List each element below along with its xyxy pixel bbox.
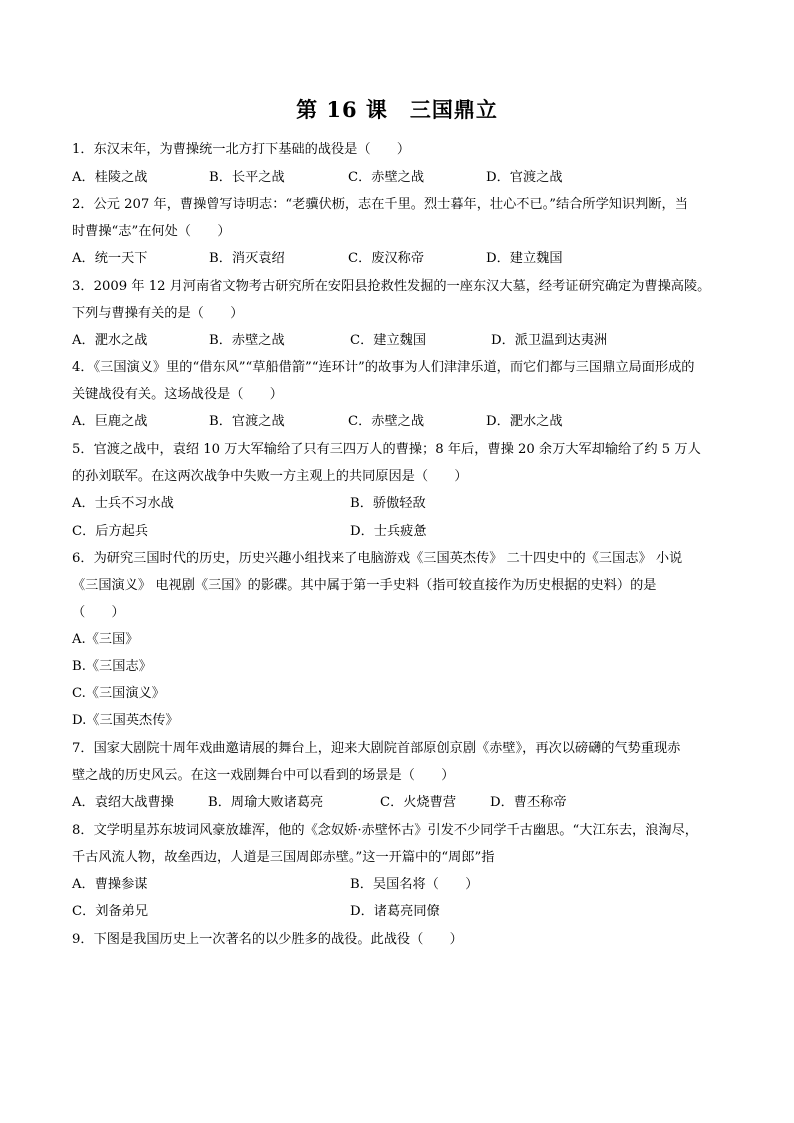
q1-option-a: A．桂陵之战 — [72, 170, 148, 185]
q8-option-a: A．曹操参谋 — [72, 877, 148, 892]
q5-stem-line-2: 的孙刘联军。在这两次战争中失败一方主观上的共同原因是（ ） — [72, 469, 468, 484]
q4-option-d: D．淝水之战 — [486, 414, 563, 429]
q4-options — [72, 408, 732, 435]
q4-option-c: C．赤壁之战 — [348, 414, 425, 429]
q5-options-row-1 — [72, 490, 732, 517]
q7-stem-line-2: 壁之战的历史风云。在这一戏剧舞台中可以看到的场景是（ ） — [72, 768, 455, 783]
q7-options — [72, 789, 732, 816]
q6-stem-line-2: 《三国演义》 电视剧《三国》的影碟。其中属于第一手史料（指可较直接作为历史根据的史料）的是 — [72, 578, 657, 593]
q2-stem-line-1: 2．公元 207 年，曹操曾写诗明志：“老骥伏枥，志在千里。烈士暮年，壮心不已。”结合所学知识判断，当 — [72, 197, 688, 212]
q1-option-c: C．赤壁之战 — [348, 170, 425, 185]
q8-options-row-1 — [72, 871, 732, 898]
lesson-title: 第 16 课 三国鼎立 — [296, 97, 498, 122]
q7-option-b: B．周瑜大败诸葛亮 — [208, 795, 324, 810]
q5-options-row-2 — [72, 518, 732, 545]
q8-option-c: C．刘备弟兄 — [72, 904, 149, 919]
q8-stem-line-1: 8．文学明星苏东坡词风豪放雄浑，他的《念奴娇·赤壁怀古》引发不少同学千古幽思。“大江东去，浪淘尽， — [72, 823, 698, 838]
q7-option-d: D．曹丕称帝 — [490, 795, 567, 810]
q3-options — [72, 327, 732, 354]
q6-option-a: A.《三国》 — [72, 632, 139, 647]
q9-stem-line-1: 9．下图是我国历史上一次著名的以少胜多的战役。此战役（ ） — [72, 932, 463, 947]
q4-option-b: B．官渡之战 — [209, 414, 285, 429]
q1-option-b: B．长平之战 — [209, 170, 285, 185]
q3-option-b: B．赤壁之战 — [209, 333, 285, 348]
q5-option-c: C．后方起兵 — [72, 524, 149, 539]
q6-option-d: D.《三国英杰传》 — [72, 713, 179, 728]
q2-option-a: A．统一天下 — [72, 251, 148, 266]
q3-stem-line-1: 3．2009 年 12 月河南省文物考古研究所在安阳县抢救性发掘的一座东汉大墓，经考证研究确定为曹操高陵。 — [72, 279, 711, 294]
q4-stem-line-2: 关键战役有关。这场战役是（ ） — [72, 387, 283, 402]
q5-option-d: D．士兵疲惫 — [350, 524, 427, 539]
q4-option-a: A．巨鹿之战 — [72, 414, 148, 429]
q2-option-c: C．废汉称帝 — [348, 251, 425, 266]
q1-options — [72, 164, 732, 191]
q8-option-b: B．吴国名将（ ） — [350, 877, 479, 892]
q7-stem-line-1: 7．国家大剧院十周年戏曲邀请展的舞台上，迎来大剧院首部原创京剧《赤壁》，再次以磅礴的气势重现赤 — [72, 741, 681, 756]
q8-stem-line-2: 千古风流人物，故垒西边，人道是三国周郎赤壁。”这一开篇中的“周郎”指 — [72, 850, 495, 865]
q4-stem-line-1: 4．《三国演义》里的“借东风”“草船借箭”“连环计”的故事为人们津津乐道，而它们都与三国鼎立局面形成的 — [72, 360, 695, 375]
q2-options — [72, 245, 732, 272]
q8-options-row-2 — [72, 898, 732, 925]
q6-option-b: B.《三国志》 — [72, 659, 152, 674]
q2-stem-line-2: 时曹操“志”在何处（ ） — [72, 224, 231, 239]
q1-option-d: D．官渡之战 — [486, 170, 563, 185]
q3-option-a: A．淝水之战 — [72, 333, 148, 348]
q3-option-d: D．派卫温到达夷洲 — [491, 333, 608, 348]
q5-option-a: A．士兵不习水战 — [72, 496, 174, 511]
q6-stem-line-3: （ ） — [72, 605, 125, 620]
q6-option-c: C.《三国演义》 — [72, 686, 165, 701]
q8-option-d: D．诸葛亮同僚 — [350, 904, 440, 919]
q2-option-b: B．消灭袁绍 — [209, 251, 285, 266]
q7-option-a: A．袁绍大战曹操 — [72, 795, 174, 810]
q2-option-d: D．建立魏国 — [486, 251, 563, 266]
q3-option-c: C．建立魏国 — [350, 333, 427, 348]
q5-stem-line-1: 5．官渡之战中，袁绍 10 万大军输给了只有三四万人的曹操；8 年后，曹操 20 余万大军却输给了约 5 万人 — [72, 442, 701, 457]
q1-stem-line-1: 1．东汉末年，为曹操统一北方打下基础的战役是（ ） — [72, 142, 411, 157]
q7-option-c: C．火烧曹营 — [380, 795, 457, 810]
q6-stem-line-1: 6．为研究三国时代的历史，历史兴趣小组找来了电脑游戏《三国英杰传》 二十四史中的《三国志》 小说 — [72, 551, 683, 566]
q3-stem-line-2: 下列与曹操有关的是（ ） — [72, 306, 244, 321]
q5-option-b: B．骄傲轻敌 — [350, 496, 426, 511]
